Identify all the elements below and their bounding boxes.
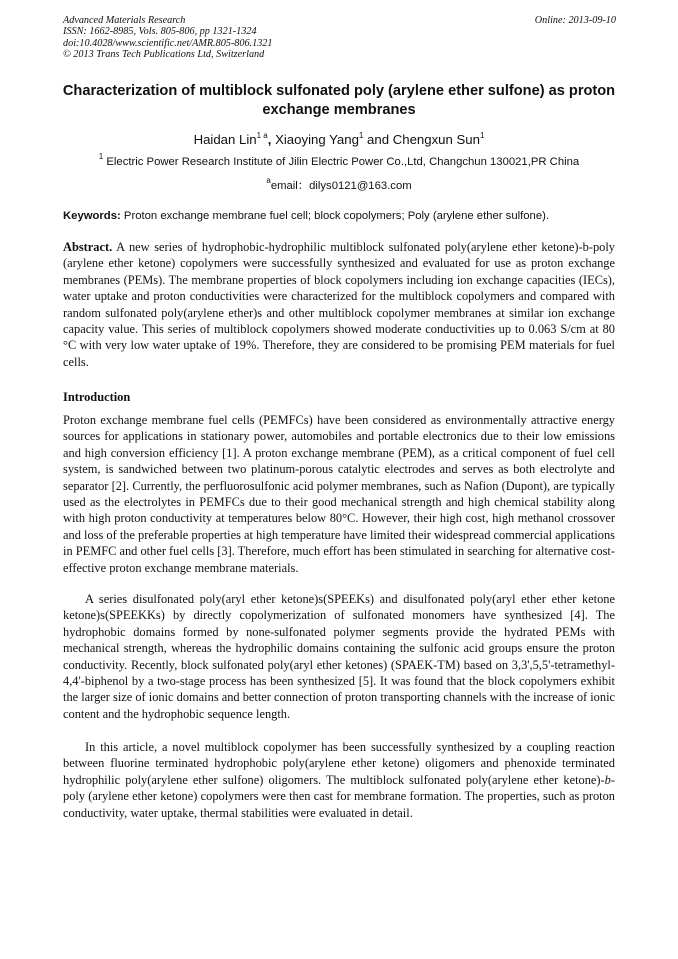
keywords-line <box>63 209 623 223</box>
abstract-label: Abstract. <box>63 240 113 254</box>
journal-name: Advanced Materials Research <box>63 15 186 26</box>
author-name: Chengxun Sun <box>392 132 480 147</box>
affiliation-superscript: 1 <box>98 152 104 161</box>
paper-title: Characterization of multiblock sulfonated poly (arylene ether sulfone) as proton exchange membranes <box>62 83 616 118</box>
keywords-text: Proton exchange membrane fuel cell; block copolymers; Poly (arylene ether sulfone). <box>120 210 550 222</box>
introduction-paragraph-2: A series disulfonated poly(aryl ether ketone)s(SPEEKs) and disulfonated poly(aryl ether ether ketone ketone)s(SPEEKKs) by directly copolymerization of sulfonated monomers have synthesized [4]. The hydrophobic domains formed by none-sulfonated polymer segments provide the hydrated PEMs with mechanical strength, whereas the hydrophilic domains containing the sulfonic acid groups ensure the proton conductivity. Recently, block sulfonated poly(aryl ether ketones) (SPAEK-TM) based on 3,3',5,5'-tetramethyl-4,4'-biphenol by a two-stage process has been synthesized [5]. It was found that the block copolymers exhibit the larger size of ionic domains and better connection of proton transporting channels with the increase of ionic content and the hydrophobic sequence length. <box>63 592 616 721</box>
author-name: Xiaoying Yang <box>275 132 359 147</box>
section-heading-introduction: Introduction <box>63 390 131 404</box>
keywords-label: Keywords: <box>63 210 121 222</box>
online-date: Online: 2013-09-10 <box>534 15 616 26</box>
email-superscript: a <box>266 176 271 185</box>
issn-line: ISSN: 1662-8985, Vols. 805-806, pp 1321-1324 <box>63 26 257 38</box>
abstract-paragraph <box>63 239 615 370</box>
doi-line[interactable]: doi:10.4028/www.scientific.net/AMR.805-806.1321 <box>63 37 273 49</box>
author-separator: and <box>363 132 393 147</box>
copyright-line: © 2013 Trans Tech Publications Ltd, Switzerland <box>63 49 265 61</box>
abstract-text: A new series of hydrophobic-hydrophilic multiblock sulfonated poly(arylene ether ketone)-b-poly (arylene ether ketone) copolymers were successfully synthesized and evaluated for use as proton exchange membranes (PEMs). The membrane properties of block copolymers including ion exchange capacities (IECs), water uptake and proton conductivities were characterized for the multiblock copolymers and compared with random sulfonated poly(arylene ether)s and other multiblock copolymer membranes at similar ion exchange capacity value. This series of multiblock copolymers showed moderate conductivities up to 0.063 S/cm at 80 °C with very low water uptake of 19%. Therefore, they are considered to be promising PEM materials for fuel cells. <box>63 240 615 369</box>
italic-b: b <box>604 772 611 787</box>
author-list <box>40 132 638 148</box>
paragraph-text: -poly (arylene ether ketone) copolymers were then cast for membrane formation. The properties, such as proton conductivity, water uptake, thermal stabilities were evaluated in detail. <box>63 772 615 820</box>
author-superscript: 1 <box>479 131 485 140</box>
introduction-paragraph-1: Proton exchange membrane fuel cells (PEMFCs) have been considered as environmentally attractive energy sources for applications in stationary power, automobiles and portable electronics due to their low emissions and high conversion efficiency [1]. A proton exchange membrane (PEM), as a critical component of fuel cell system, is sandwiched between two platinum-porous catalytic electrodes and serves as both electrolyte and separator [2]. Currently, the perfluorosulfonic acid polymer membranes, such as Nafion (Dupont), are typically used as the electrolytes in PEMFCs due to their good mechanical strength and high chemical stability along with high proton conductivity at temperatures below 80°C. However, their high cost, high methanol crossover and loss of the preferable properties at high temperature have limited their widespread commercial applications in PEMFC and other fuel cells [3]. Therefore, much effort has been stimulated in searching for alternative cost-effective proton exchange membrane materials. <box>63 413 615 575</box>
email-address[interactable]: email：dilys0121@163.com <box>270 180 412 192</box>
author-name: Haidan Lin <box>193 132 257 147</box>
author-separator: , <box>267 132 276 147</box>
author-superscript: 1 a <box>256 131 268 140</box>
introduction-paragraph-3 <box>63 739 615 821</box>
journal-header <box>63 15 616 61</box>
affiliation <box>40 152 638 169</box>
paragraph-text: In this article, a novel multiblock copolymer has been successfully synthesized by a coupling reaction between fluorine terminated hydrophobic poly(arylene ether ketone) oligomers and phenoxide terminated hydrophilic poly(arylene ether sulfone) oligomers. The multiblock sulfonated poly(arylene ether ketone)- <box>63 740 615 787</box>
author-superscript: 1 <box>358 131 364 140</box>
affiliation-text: Electric Power Research Institute of Jilin Electric Power Co.,Ltd, Changchun 130021,PR China <box>106 156 580 168</box>
email-line <box>40 176 638 193</box>
